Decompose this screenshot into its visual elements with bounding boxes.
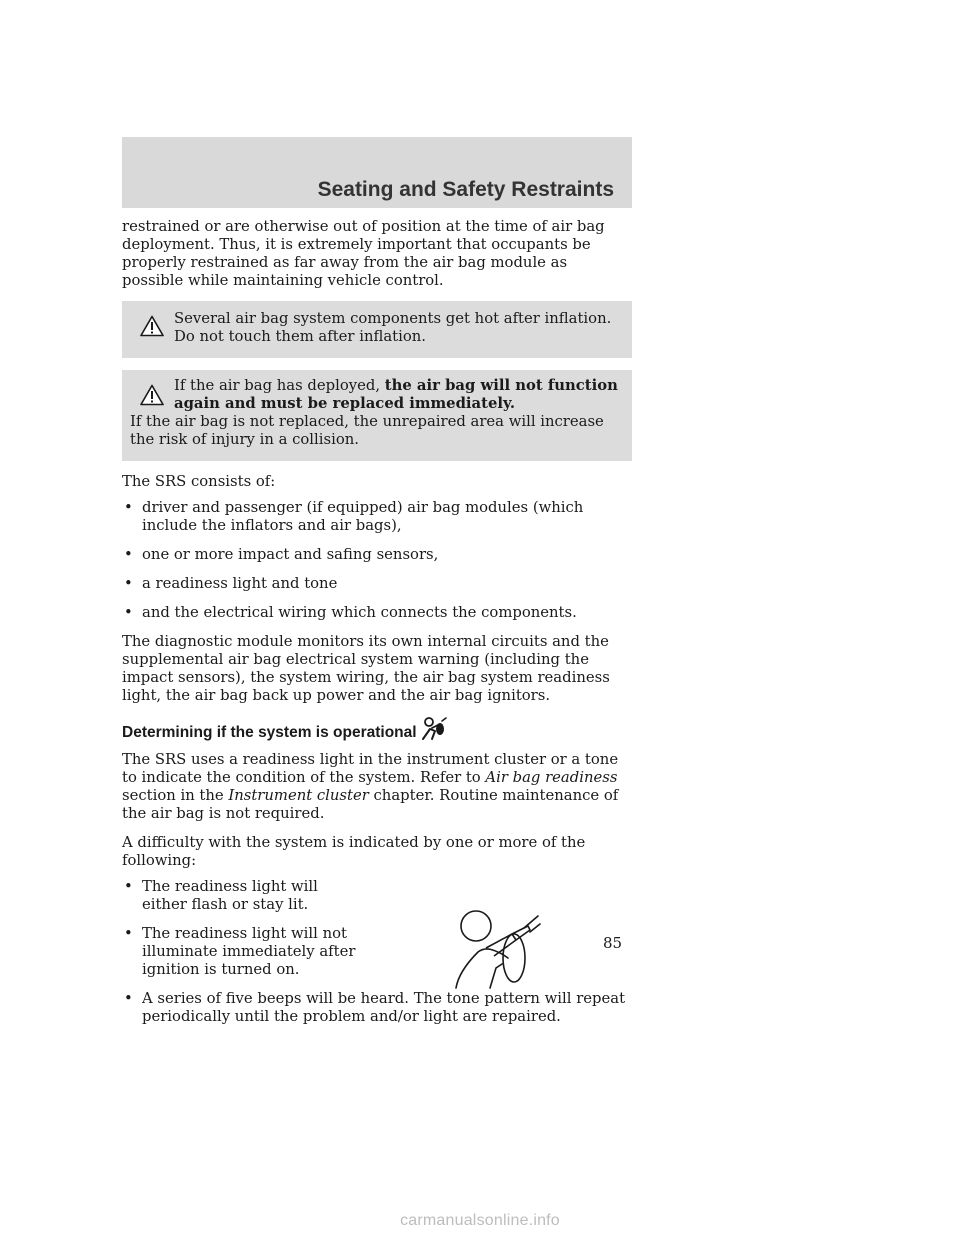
readiness-paragraph bbox=[122, 751, 632, 823]
difficulty-list bbox=[122, 878, 632, 1026]
warning-text-deployed bbox=[130, 377, 626, 413]
list-item bbox=[122, 604, 632, 622]
bullet: • bbox=[124, 499, 133, 516]
page-number: 85 bbox=[603, 934, 623, 952]
list-item-text: a readiness light and tone bbox=[142, 575, 338, 592]
airbag-occupant-icon bbox=[420, 716, 448, 742]
warning-rest: If the air bag is not replaced, the unrepaired area will increase the risk of injury in a collision. bbox=[130, 413, 604, 448]
warning-text-hot-components: Several air bag system components get hot after inflation. Do not touch them after inflation. bbox=[174, 310, 612, 345]
bullet: • bbox=[124, 878, 133, 895]
list-item bbox=[122, 925, 362, 979]
page-content bbox=[122, 218, 632, 1037]
difficulty-list-area bbox=[122, 878, 632, 1026]
warning-bold: the air bag will not function again and must be replaced immediately. bbox=[174, 377, 618, 412]
bullet: • bbox=[124, 604, 133, 621]
text-run: The SRS uses a readiness light in the instrument cluster or a tone to indicate the condition of the system. Refer to bbox=[122, 751, 619, 786]
warning-box-deployed bbox=[122, 370, 632, 461]
list-item-text: driver and passenger (if equipped) air bag modules (which include the inflators and air bags), bbox=[142, 499, 584, 534]
difficulty-paragraph: A difficulty with the system is indicated by one or more of the following: bbox=[122, 834, 586, 869]
list-item bbox=[122, 546, 632, 564]
section-heading-text: Determining if the system is operational bbox=[122, 724, 417, 741]
bullet: • bbox=[124, 990, 133, 1007]
list-item-text: A series of five beeps will be heard. The tone pattern will repeat periodically until the problem and/or light are repaired. bbox=[142, 990, 626, 1025]
text-run: chapter. Routine maintenance of the air bag is not required. bbox=[122, 787, 619, 822]
list-item bbox=[122, 990, 632, 1026]
text-run: section in the bbox=[122, 787, 224, 804]
chapter-header-band bbox=[122, 137, 632, 208]
bullet: • bbox=[124, 575, 133, 592]
bullet: • bbox=[124, 925, 133, 942]
warning-box-hot-components bbox=[122, 301, 632, 358]
footer-watermark: carmanualsonline.info bbox=[400, 1212, 560, 1229]
list-item bbox=[122, 575, 632, 593]
list-item bbox=[122, 499, 632, 535]
list-item bbox=[122, 878, 362, 914]
chapter-title: Seating and Safety Restraints bbox=[317, 178, 614, 201]
bullet: • bbox=[124, 546, 133, 563]
warning-lead: If the air bag has deployed, bbox=[174, 377, 381, 394]
reference-air-bag-readiness: Air bag readiness bbox=[485, 769, 618, 786]
reference-instrument-cluster: Instrument cluster bbox=[228, 787, 369, 804]
list-item-text: and the electrical wiring which connects the components. bbox=[142, 604, 577, 621]
srs-intro: The SRS consists of: bbox=[122, 473, 276, 490]
section-heading bbox=[122, 716, 632, 742]
airbag-occupant-icon bbox=[450, 908, 546, 994]
list-item-text: The readiness light will not illuminate immediately after ignition is turned on. bbox=[142, 925, 356, 978]
warning-triangle-icon bbox=[140, 315, 164, 337]
intro-paragraph: restrained or are otherwise out of position at the time of air bag deployment. Thus, it is extremely important that occupants be properly restrained as far away from the air bag module as possible while maintaining vehicle control. bbox=[122, 218, 605, 289]
warning-triangle-icon bbox=[140, 384, 164, 406]
list-item-text: The readiness light will either flash or stay lit. bbox=[142, 878, 318, 913]
srs-components-list bbox=[122, 499, 632, 622]
diagnostic-paragraph: The diagnostic module monitors its own internal circuits and the supplemental air bag electrical system warning (including the impact sensors), the system wiring, the air bag system readiness light, the air bag back up power and the air bag ignitors. bbox=[122, 633, 610, 704]
list-item-text: one or more impact and safing sensors, bbox=[142, 546, 439, 563]
